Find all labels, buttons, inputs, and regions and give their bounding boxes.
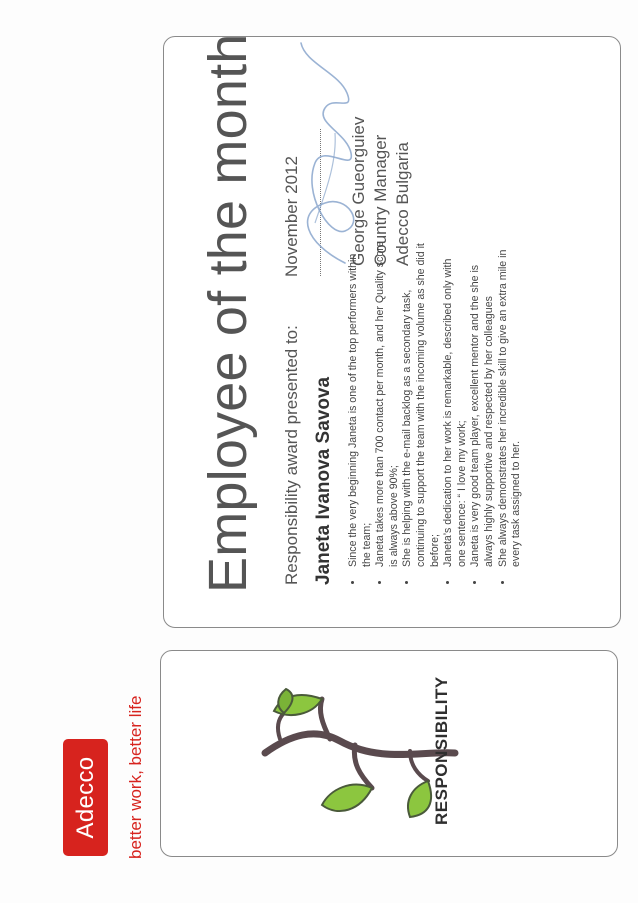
recipient-name: Janeta Ivanova Savova <box>313 376 334 585</box>
list-item: • She always demonstrates her incredible skill to give an extra mile in every task assigned to her. <box>497 241 524 571</box>
list-item: • Janeta is very good team player, excellent mentor and the she is always highly supportive and respected by her colleagues <box>469 241 496 571</box>
signer-name: George Gueorguiev <box>349 116 368 266</box>
responsibility-label: RESPONSIBILITY <box>432 676 451 825</box>
certificate-title: Employee of the month <box>198 33 258 593</box>
list-item: • Janeta’s dedication to her work is remarkable, described only with one sentence: “ I love my work; <box>442 241 469 571</box>
list-item: • She is helping with the e-mail backlog as a secondary task, continuing to support the team with the incoming volume as she did it before; <box>401 241 442 571</box>
leaf-branch-icon <box>260 683 460 823</box>
adecco-logo: Adecco <box>63 739 108 856</box>
award-period: November 2012 <box>282 156 301 277</box>
signer-company: Adecco Bulgaria <box>393 142 412 266</box>
award-subtitle: Responsibility award presented to: <box>282 325 301 585</box>
list-item: • Since the very beginning Janeta is one of the top performers within the team; <box>347 241 374 571</box>
signer-role: Country Manager <box>371 134 390 266</box>
brand-tagline: better work, better life <box>126 695 145 859</box>
achievement-list <box>347 241 524 585</box>
list-item: • Janeta takes more than 700 contact per month, and her Quality score is always above 90%; <box>374 241 401 571</box>
